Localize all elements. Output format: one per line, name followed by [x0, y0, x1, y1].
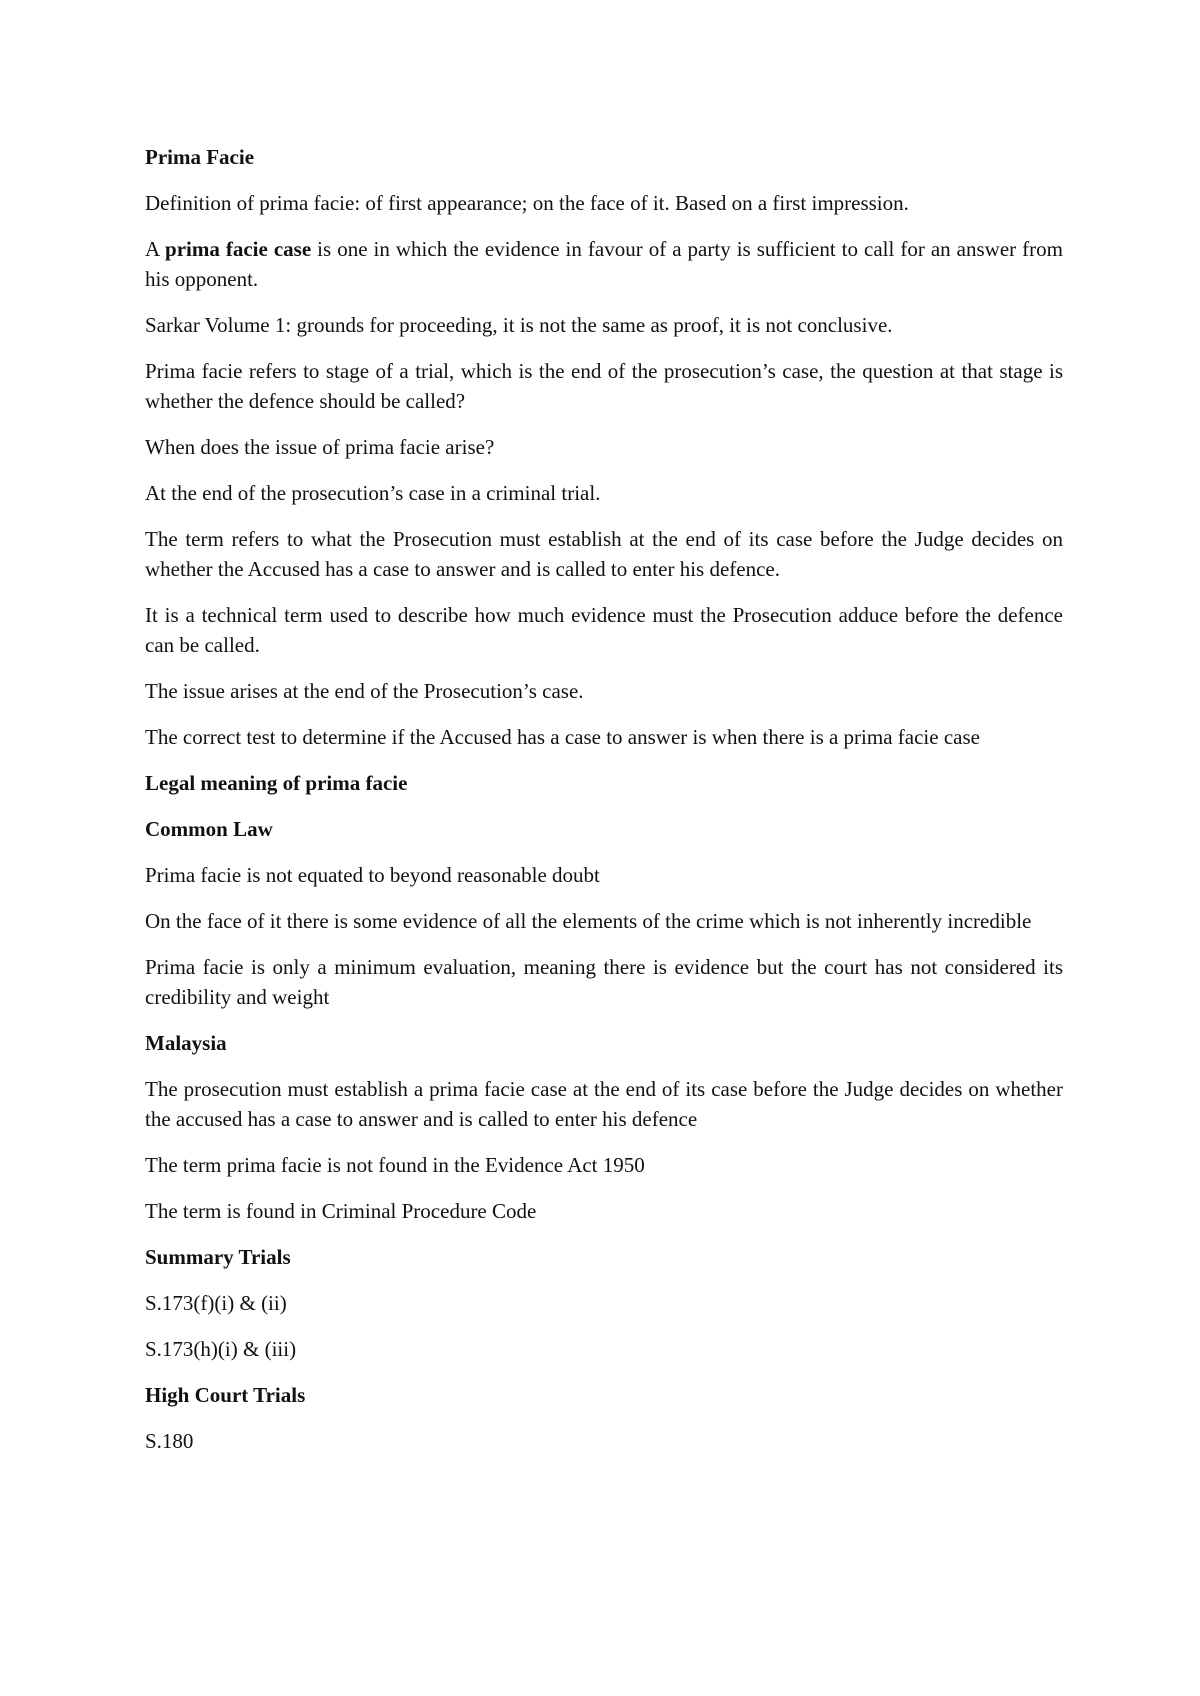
high-court-trials-heading: High Court Trials: [145, 1383, 306, 1407]
when-answer-paragraph: At the end of the prosecution’s case in a criminal trial.: [145, 481, 601, 505]
correct-test-paragraph: The correct test to determine if the Accused has a case to answer is when there is a prima facie case: [145, 725, 980, 749]
summary-trials-heading: Summary Trials: [145, 1245, 291, 1269]
case-rest-text: is one in which the evidence in favour of a party is sufficient to call for an answer from his opponent.: [145, 237, 1063, 291]
common-law-heading: Common Law: [145, 817, 273, 841]
definition-paragraph: Definition of prima facie: of first appearance; on the face of it. Based on a first impression.: [145, 191, 909, 215]
document-page: [145, 142, 1063, 1472]
legal-meaning-heading: Legal meaning of prima facie: [145, 771, 408, 795]
malaysia-paragraph: The prosecution must establish a prima facie case at the end of its case before the Judge decides on whether the accused has a case to answer and is called to enter his defence: [145, 1077, 1063, 1131]
common-law-paragraph: Prima facie is not equated to beyond reasonable doubt: [145, 863, 600, 887]
high-court-section-item: S.180: [145, 1429, 194, 1453]
prima-facie-case-paragraph: [145, 234, 1063, 294]
case-lead-text: A: [145, 237, 166, 261]
common-law-paragraph: Prima facie is only a minimum evaluation, meaning there is evidence but the court has not considered its credibility and weight: [145, 955, 1063, 1009]
term-refers-paragraph: The term refers to what the Prosecution must establish at the end of its case before the Judge decides on whether the Accused has a case to answer and is called to enter his defence.: [145, 527, 1063, 581]
malaysia-paragraph: The term is found in Criminal Procedure Code: [145, 1199, 537, 1223]
stage-paragraph: Prima facie refers to stage of a trial, which is the end of the prosecution’s case, the question at that stage is whether the defence should be called?: [145, 359, 1063, 413]
issue-arises-paragraph: The issue arises at the end of the Prosecution’s case.: [145, 679, 584, 703]
when-question-paragraph: When does the issue of prima facie arise?: [145, 435, 495, 459]
case-bold-term: prima facie case: [165, 237, 312, 261]
document-title: Prima Facie: [145, 145, 255, 169]
malaysia-paragraph: The term prima facie is not found in the Evidence Act 1950: [145, 1153, 645, 1177]
sarkar-paragraph: Sarkar Volume 1: grounds for proceeding, it is not the same as proof, it is not conclusive.: [145, 313, 893, 337]
common-law-paragraph: On the face of it there is some evidence of all the elements of the crime which is not inherently incredible: [145, 909, 1032, 933]
summary-section-item: S.173(f)(i) & (ii): [145, 1291, 287, 1315]
technical-term-paragraph: It is a technical term used to describe how much evidence must the Prosecution adduce before the defence can be called.: [145, 603, 1063, 657]
summary-section-item: S.173(h)(i) & (iii): [145, 1337, 297, 1361]
malaysia-heading: Malaysia: [145, 1031, 227, 1055]
